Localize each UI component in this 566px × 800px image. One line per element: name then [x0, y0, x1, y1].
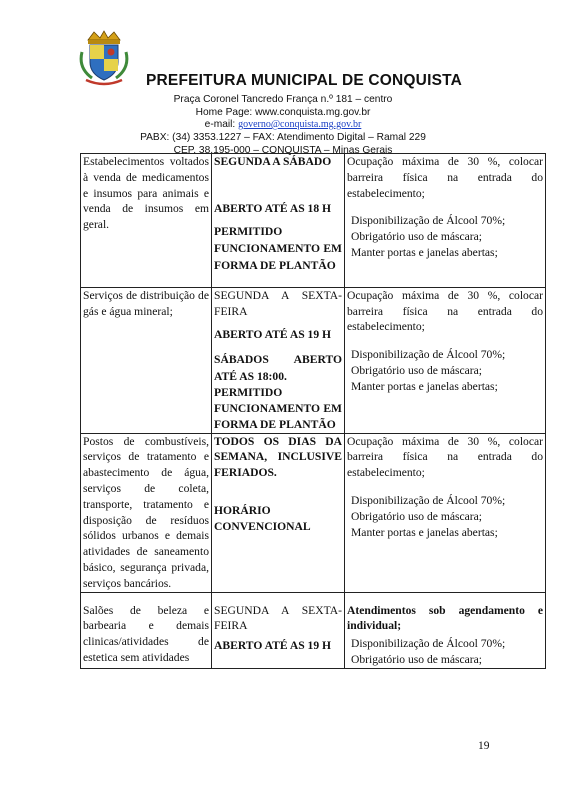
rule-item: Disponibilização de Álcool 70%;: [351, 214, 506, 228]
letterhead: [0, 0, 566, 160]
schedule-line: ABERTO ATÉ AS 19 H: [214, 639, 332, 653]
table-row: [81, 154, 546, 288]
schedule-cell: [212, 287, 345, 433]
activity-text: Salões de beleza e barbearia e demais clinicas/atividades de estetica sem atividades: [83, 603, 209, 664]
rule-item: Obrigatório uso de máscara;: [351, 652, 483, 666]
rules-intro: Atendimentos sob agendamento e individual;: [347, 603, 543, 633]
schedule-line: SEGUNDA A SEXTA-FEIRA: [214, 288, 342, 318]
rules-cell: [345, 433, 546, 592]
phone-line: PABX: (34) 3353.1227 – FAX: Atendimento Digital – Ramal 229: [140, 132, 426, 143]
email-link[interactable]: governo@conquista.mg.gov.br: [238, 119, 362, 130]
rule-item: Obrigatório uso de máscara;: [351, 230, 483, 244]
rule-item: Disponibilização de Álcool 70%;: [351, 637, 506, 651]
activity-cell: Estabelecimentos voltados à venda de medicamentos e insumos para animais e venda de insumos em geral.: [81, 154, 212, 288]
rule-item: Disponibilização de Álcool 70%;: [351, 493, 506, 507]
email-label: e-mail:: [204, 119, 239, 130]
coat-of-arms-icon: [78, 30, 130, 86]
activity-cell: [81, 592, 212, 668]
schedule-line: SEGUNDA A SEXTA-FEIRA: [214, 603, 342, 633]
schedule-line: ABERTO ATÉ AS 18 H: [214, 201, 332, 215]
table-row: [81, 433, 546, 592]
prefecture-title: PREFEITURA MUNICIPAL DE CONQUISTA: [146, 72, 463, 89]
schedule-cell: [212, 592, 345, 668]
schedule-line: PERMITIDO FUNCIONAMENTO EM FORMA DE PLANTÃO: [214, 386, 342, 431]
email-line: [0, 119, 566, 130]
activity-cell: Postos de combustíveis, serviços de tratamento e abastecimento de água, serviços de coleta, transporte, tratamento e disposição de resíduos sólidos urbanos e demais atividades de saneamento básico, segurança privada, serviços bancários.: [81, 433, 212, 592]
rule-item: Manter portas e janelas abertas;: [351, 525, 498, 539]
rule-item: Manter portas e janelas abertas;: [351, 245, 498, 259]
rules-table: [80, 153, 546, 669]
table-row: [81, 592, 546, 668]
rules-cell: [345, 154, 546, 288]
schedule-cell: [212, 433, 345, 592]
rules-cell: [345, 592, 546, 668]
schedule-line: TODOS OS DIAS DA SEMANA, INCLUSIVE FERIADOS.: [214, 434, 342, 480]
rule-item: Obrigatório uso de máscara;: [351, 509, 483, 523]
page-number: 19: [478, 740, 490, 752]
address-line: Praça Coronel Tancredo França n.º 181 – centro: [173, 94, 393, 105]
activity-cell: Serviços de distribuição de gás e água mineral;: [81, 287, 212, 433]
schedule-line: SEGUNDA A SÁBADO: [214, 155, 332, 168]
rules-intro: Ocupação máxima de 30 %, colocar barreira física na entrada do estabelecimento;: [347, 288, 543, 334]
rule-item: Disponibilização de Álcool 70%;: [351, 348, 506, 362]
schedule-line: PERMITIDO FUNCIONAMENTO EM FORMA DE PLANTÃO: [214, 224, 342, 272]
schedule-line: HORÁRIO CONVENCIONAL: [214, 503, 311, 533]
rules-cell: [345, 287, 546, 433]
table-row: [81, 287, 546, 433]
cep-line: CEP. 38.195-000 – CONQUISTA – Minas Gerais: [173, 145, 393, 156]
rule-item: Obrigatório uso de máscara;: [351, 363, 483, 377]
homepage-line: Home Page: www.conquista.mg.gov.br: [195, 107, 371, 118]
schedule-cell: [212, 154, 345, 288]
rule-item: Manter portas e janelas abertas;: [351, 379, 498, 393]
rules-intro: Ocupação máxima de 30 %, colocar barreira física na entrada do estabelecimento;: [347, 155, 543, 200]
schedule-line: ABERTO ATÉ AS 19 H: [214, 328, 332, 342]
schedule-line: SÁBADOS ABERTO ATÉ AS 18:00.: [214, 353, 342, 384]
rules-intro: Ocupação máxima de 30 %, colocar barreira física na entrada do estabelecimento;: [347, 434, 543, 480]
